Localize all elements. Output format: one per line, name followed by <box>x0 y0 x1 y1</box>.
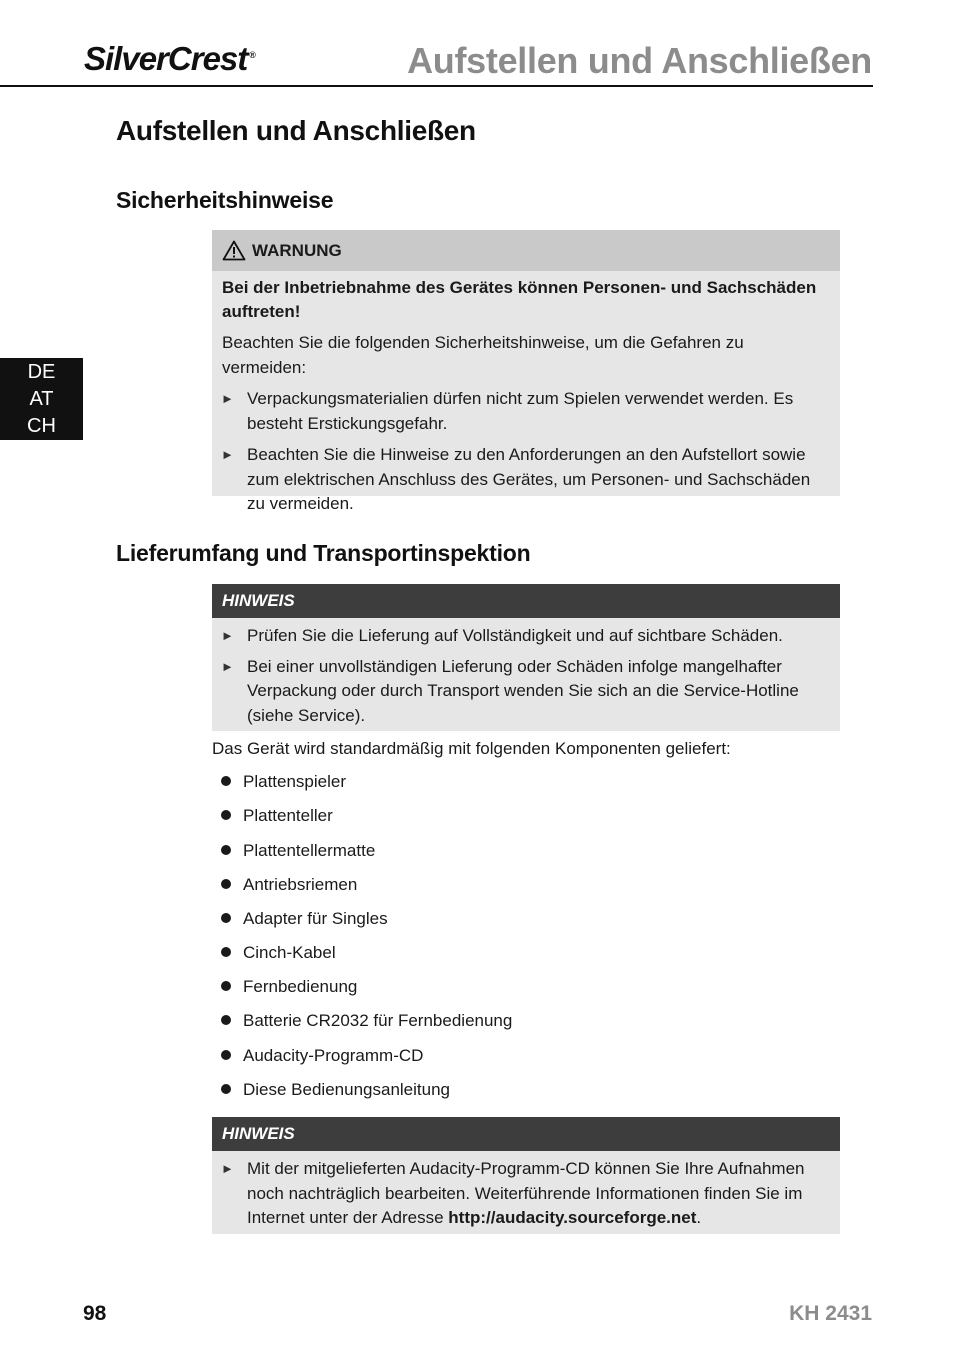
bullet-icon <box>221 879 231 889</box>
list-item <box>212 977 357 997</box>
note-box-delivery <box>212 584 840 731</box>
warning-intro: Beachten Sie die folgenden Sicherheitshinweise, um die Gefahren zu vermeiden: <box>222 333 744 377</box>
warning-item <box>212 443 840 517</box>
bullet-icon <box>221 1015 231 1025</box>
list-item-text: Plattentellermatte <box>243 841 376 860</box>
bullet-icon <box>221 776 231 786</box>
bullet-icon <box>221 1084 231 1094</box>
section-heading-delivery: Lieferumfang und Transportinspektion <box>116 540 531 566</box>
list-item <box>212 1011 512 1031</box>
header-title: Aufstellen und Anschließen <box>407 40 872 81</box>
registered-mark: ® <box>249 50 255 60</box>
bullet-icon <box>221 1050 231 1060</box>
list-item <box>212 1046 423 1066</box>
arrow-icon: ► <box>221 658 234 674</box>
arrow-icon: ► <box>221 391 234 406</box>
language-ch: CH <box>27 415 56 437</box>
list-item-text: Diese Bedienungsanleitung <box>243 1080 450 1099</box>
bullet-icon <box>221 947 231 957</box>
note-item-text: Mit der mitgelieferten Audacity-Programm-CD können Sie Ihre Aufnahmen noch nachträglich bearbeiten. Weiterführende Informationen finden Sie im Internet unter der Adresse <box>247 1159 805 1227</box>
page-heading: Aufstellen und Anschließen <box>116 115 476 146</box>
list-item-text: Adapter für Singles <box>243 909 388 928</box>
note-header: HINWEIS <box>212 1117 840 1151</box>
brand-logo <box>84 40 255 78</box>
list-item-text: Audacity-Programm-CD <box>243 1046 424 1065</box>
list-item-text: Batterie CR2032 für Fernbedienung <box>243 1011 513 1030</box>
list-item <box>212 806 333 826</box>
warning-triangle-icon <box>222 240 246 261</box>
language-at: AT <box>29 388 54 410</box>
warning-item-text: Beachten Sie die Hinweise zu den Anforderungen an den Aufstellort sowie zum elektrischen Anschluss des Gerätes, um Personen- und Sachschäden zu vermeiden. <box>247 445 811 513</box>
warning-item <box>212 387 840 436</box>
language-tab <box>0 358 83 440</box>
section-heading-safety: Sicherheitshinweise <box>116 187 334 213</box>
header-rule <box>0 85 873 87</box>
page-number: 98 <box>83 1302 107 1325</box>
note-item <box>212 655 840 729</box>
list-item <box>212 1080 450 1100</box>
warning-box <box>212 230 840 513</box>
brand-name: SilverCrest <box>84 40 248 77</box>
note-item-text-end: . <box>696 1208 702 1227</box>
list-item <box>212 909 388 929</box>
list-item-text: Plattenteller <box>243 806 333 825</box>
components-intro: Das Gerät wird standardmäßig mit folgenden Komponenten geliefert: <box>212 739 731 758</box>
list-item-text: Cinch-Kabel <box>243 943 336 962</box>
list-item <box>212 772 346 792</box>
model-number: KH 2431 <box>789 1302 872 1325</box>
warning-label: WARNUNG <box>252 240 342 260</box>
list-item-text: Plattenspieler <box>243 772 347 791</box>
arrow-icon: ► <box>221 447 234 462</box>
note-header: HINWEIS <box>212 584 840 618</box>
warning-item-text: Verpackungsmaterialien dürfen nicht zum Spielen verwendet werden. Es besteht Erstickungsgefahr. <box>247 389 794 433</box>
list-item-text: Fernbedienung <box>243 977 358 996</box>
warning-bold-text: Bei der Inbetriebnahme des Gerätes können Personen- und Sachschäden auftreten! <box>222 278 817 321</box>
arrow-icon: ► <box>221 1161 234 1176</box>
bullet-icon <box>221 913 231 923</box>
list-item <box>212 875 357 895</box>
bullet-icon <box>221 845 231 855</box>
warning-header <box>212 230 840 271</box>
note-box-audacity <box>212 1117 840 1234</box>
note-item <box>212 1157 840 1231</box>
bullet-icon <box>221 810 231 820</box>
note-item <box>212 624 840 649</box>
audacity-link[interactable]: http://audacity.sourceforge.net <box>448 1208 697 1227</box>
note-item-text: Prüfen Sie die Lieferung auf Vollständigkeit und auf sichtbare Schäden. <box>247 626 783 645</box>
list-item <box>212 943 336 963</box>
list-item <box>212 841 375 861</box>
list-item-text: Antriebsriemen <box>243 875 358 894</box>
bullet-icon <box>221 981 231 991</box>
language-de: DE <box>27 361 56 383</box>
note-item-text: Bei einer unvollständigen Lieferung oder Schäden infolge mangelhafter Verpackung oder durch Transport wenden Sie sich an die Service-Hotline (siehe Service). <box>247 656 799 725</box>
arrow-icon: ► <box>221 628 234 643</box>
